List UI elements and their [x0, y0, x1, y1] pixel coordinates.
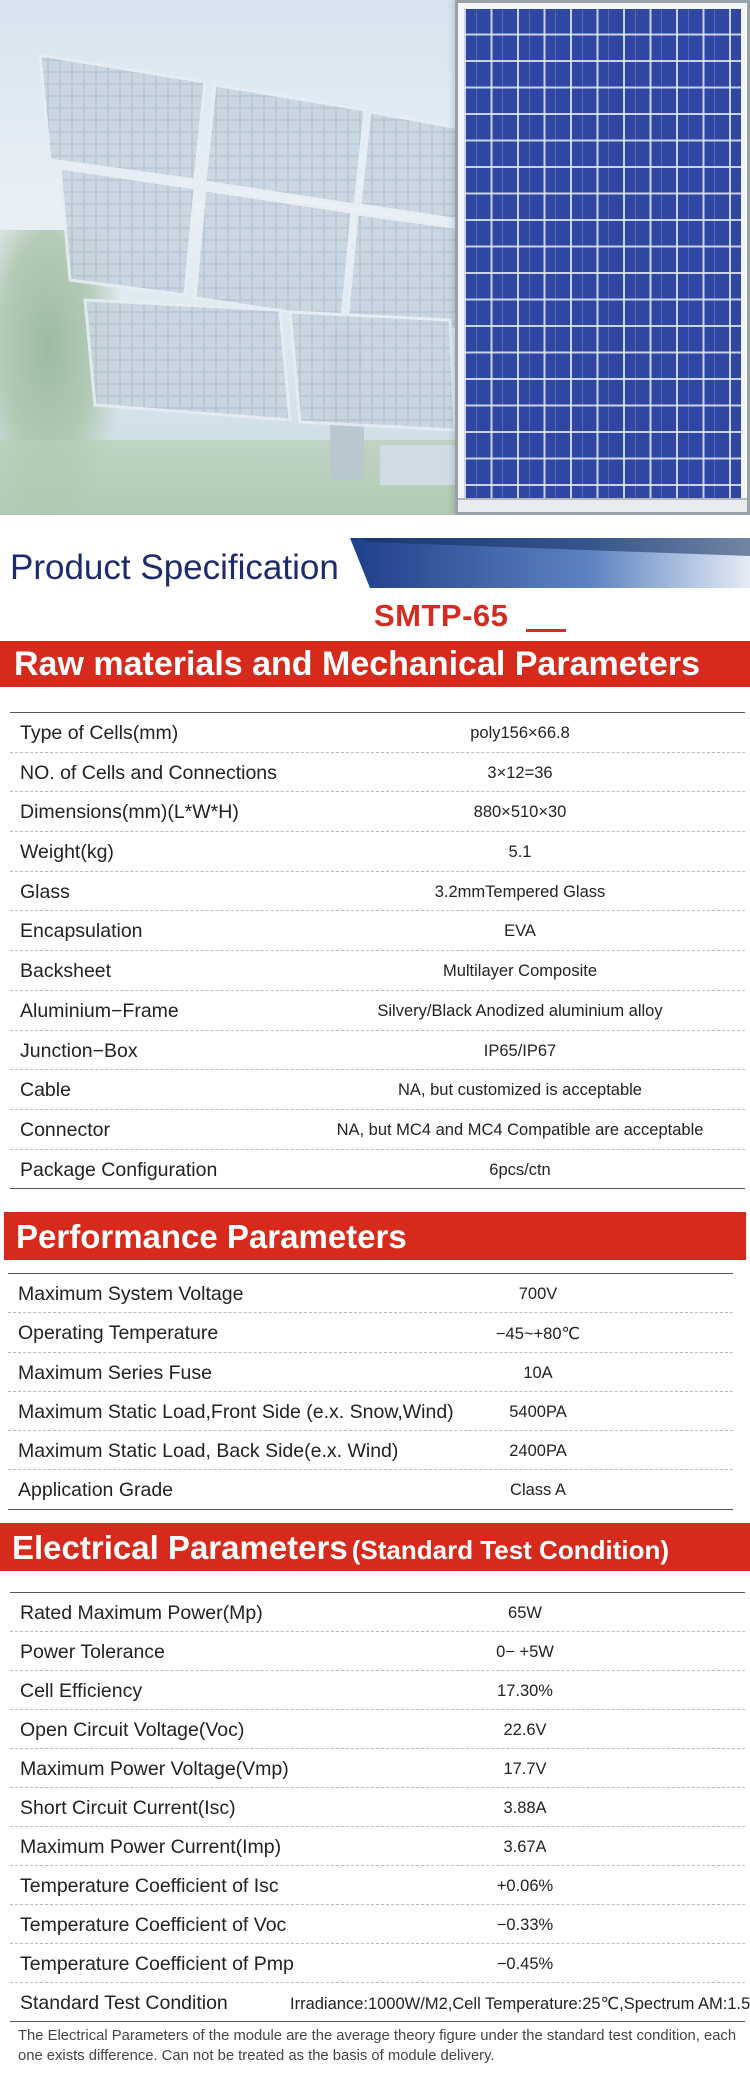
table-row — [10, 792, 745, 832]
mechanical-table — [10, 712, 745, 1189]
solar-panel — [360, 112, 460, 220]
row-value: IP65/IP67 — [483, 1041, 557, 1060]
table-row — [10, 872, 745, 912]
row-value: 22.6V — [503, 1721, 547, 1739]
row-label: Maximum Power Current(Imp) — [20, 1836, 282, 1858]
decorative-blue-band — [350, 538, 750, 588]
row-label: NO. of Cells and Connections — [20, 761, 277, 784]
table-row — [10, 1944, 745, 1983]
row-label: Short Circuit Current(Isc) — [20, 1797, 236, 1819]
row-value: Silvery/Black Anodized aluminium alloy — [377, 1001, 663, 1020]
row-label: Weight(kg) — [20, 841, 114, 864]
row-value: 700V — [518, 1285, 558, 1303]
table-row — [10, 832, 745, 872]
section-subtitle-electrical: (Standard Test Condition) — [351, 1535, 670, 1565]
row-value: 17.7V — [503, 1760, 547, 1778]
hero-image — [0, 0, 750, 515]
table-row — [8, 1274, 733, 1313]
row-value: Multilayer Composite — [442, 962, 598, 981]
row-label: Temperature Coefficient of Voc — [20, 1914, 287, 1936]
solar-module-photo — [455, 0, 750, 515]
row-label: Temperature Coefficient of Pmp — [20, 1953, 294, 1975]
solar-panel — [347, 214, 460, 330]
model-number: SMTP-65 — [374, 598, 509, 633]
row-label: Glass — [20, 880, 70, 903]
table-row — [8, 1431, 733, 1470]
row-value: 3.67A — [503, 1838, 547, 1856]
table-row — [10, 1671, 745, 1710]
table-row — [10, 713, 745, 753]
row-label: Cell Efficiency — [20, 1680, 143, 1702]
table-row — [10, 1710, 745, 1749]
row-label: Dimensions(mm)(L*W*H) — [20, 801, 239, 824]
row-value: 10A — [523, 1363, 553, 1382]
page-title: Product Specification — [10, 548, 339, 587]
row-label: Rated Maximum Power(Mp) — [20, 1602, 263, 1624]
row-label: Power Tolerance — [20, 1641, 165, 1663]
row-value: −0.45% — [496, 1955, 554, 1973]
table-row — [10, 1866, 745, 1905]
row-value: poly156×66.8 — [470, 724, 570, 742]
electrical-table — [10, 1592, 750, 2022]
solar-panel — [290, 312, 455, 430]
table-row — [10, 911, 745, 951]
row-value: 65W — [508, 1604, 542, 1622]
table-row — [10, 1788, 745, 1827]
table-row — [8, 1392, 733, 1431]
row-label: Standard Test Condition — [20, 1992, 228, 2014]
solar-panel — [40, 55, 205, 180]
row-label: Junction−Box — [20, 1039, 138, 1062]
row-label: Maximum Static Load,Front Side (e.x. Snow,Wind) — [18, 1400, 454, 1423]
row-label: Backsheet — [20, 960, 112, 983]
table-row — [10, 1150, 745, 1190]
table-row — [8, 1353, 733, 1392]
row-value: Irradiance:1000W/M2,Cell Temperature:25℃,Spectrum AM:1.5 — [290, 1995, 750, 2013]
table-row — [10, 1632, 745, 1671]
row-value: 6pcs/ctn — [489, 1160, 551, 1179]
row-label: Maximum System Voltage — [18, 1283, 244, 1305]
table-row — [8, 1470, 733, 1509]
table-row — [10, 753, 745, 793]
table-row — [10, 1593, 745, 1632]
table-row — [10, 1070, 745, 1110]
solar-panel — [195, 190, 352, 320]
solar-panel — [60, 168, 195, 295]
table-row — [10, 951, 745, 991]
section-title-electrical: Electrical Parameters (Standard Test Condition) — [0, 1523, 750, 1571]
row-label: Cable — [20, 1079, 71, 1102]
row-value: −0.33% — [496, 1916, 554, 1934]
table-row — [10, 1031, 745, 1071]
model-underline — [526, 629, 566, 632]
section-title-performance: Performance Parameters — [4, 1212, 746, 1260]
row-label: Open Circuit Voltage(Voc) — [20, 1719, 245, 1741]
table-row — [10, 1905, 745, 1944]
table-row — [10, 1110, 745, 1150]
row-value: EVA — [504, 922, 536, 941]
row-label: Maximum Static Load, Back Side(e.x. Wind) — [18, 1440, 399, 1463]
row-value: 17.30% — [497, 1682, 553, 1700]
table-row — [10, 991, 745, 1031]
row-value: Class A — [510, 1481, 566, 1500]
solar-panel — [205, 85, 365, 205]
row-value: NA, but customized is acceptable — [398, 1081, 642, 1100]
row-value: 3.88A — [503, 1799, 547, 1817]
table-row — [10, 1749, 745, 1788]
row-value: 880×510×30 — [473, 803, 567, 822]
row-label: Connector — [20, 1118, 110, 1141]
table-row — [10, 1827, 745, 1866]
row-value: 3.2mmTempered Glass — [434, 882, 606, 901]
row-value: 5400PA — [509, 1402, 567, 1421]
row-label: Temperature Coefficient of Isc — [20, 1875, 279, 1897]
row-value: −45~+80℃ — [495, 1325, 581, 1344]
row-label: Maximum Series Fuse — [18, 1361, 212, 1384]
spec-heading — [0, 538, 750, 588]
row-label: Package Configuration — [20, 1158, 218, 1181]
row-value: +0.06% — [496, 1877, 554, 1895]
row-label: Operating Temperature — [18, 1322, 219, 1345]
row-value: 2400PA — [509, 1442, 567, 1461]
row-value: NA, but MC4 and MC4 Compatible are acceptable — [336, 1120, 704, 1139]
tracker-panels-illustration — [0, 0, 460, 515]
row-label: Type of Cells(mm) — [20, 722, 179, 744]
table-row — [8, 1313, 733, 1352]
row-label: Encapsulation — [20, 920, 143, 943]
row-value: 3×12=36 — [487, 763, 553, 782]
row-value: 5.1 — [508, 843, 532, 862]
footnote: The Electrical Parameters of the module are the average theory figure under the standard test condition, each one exists difference. Can not be treated as the basis of module delivery. — [18, 2028, 737, 2064]
performance-table — [8, 1273, 733, 1510]
row-label: Maximum Power Voltage(Vmp) — [20, 1758, 289, 1780]
row-label: Aluminium−Frame — [20, 999, 179, 1022]
row-label: Application Grade — [18, 1479, 174, 1502]
table-row — [10, 1983, 750, 2022]
row-value: 0− +5W — [496, 1643, 554, 1661]
section-title-mechanical: Raw materials and Mechanical Parameters — [0, 641, 750, 687]
solar-panel — [85, 300, 290, 420]
